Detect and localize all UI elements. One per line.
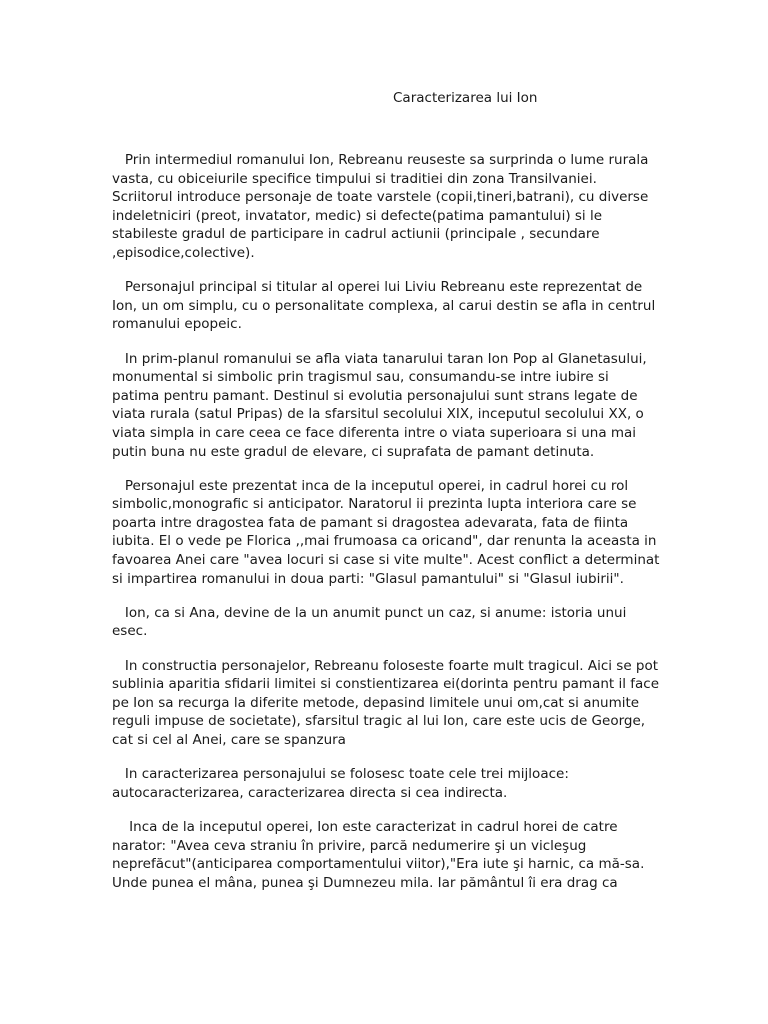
paragraph: Personajul este prezentat inca de la inceputul operei, in cadrul horei cu rol simbolic,monografic si anticipator. Naratorul ii prezinta lupta interiora care se poarta intre dragostea fata de pamant si dragostea adevarata, fata de fiinta iubita. El o vede pe Florica ,,mai frumoasa ca oricand", dar renunta la aceasta in favoarea Anei care "avea locuri si case si vite multe". Acest conflict a determinat si impartirea romanului in doua parti: "Glasul pamantului" si "Glasul iubirii". xyxy=(112,477,664,587)
document-body xyxy=(112,151,664,908)
paragraph: Personajul principal si titular al operei lui Liviu Rebreanu este reprezentat de Ion, un om simplu, cu o personalitate complexa, al carui destin se afla in centrul romanului epopeic. xyxy=(112,279,660,333)
paragraph: Ion, ca si Ana, devine de la un anumit punct un caz, si anume: istoria unui esec. xyxy=(112,604,631,640)
paragraph: Inca de la inceputul operei, Ion este caracterizat in cadrul horei de catre narator: "Avea ceva straniu în privire, parcă nedumerire şi un vicleşug neprefăcut"(anticiparea comportamentului viitor),"Era iute şi harnic, ca mă-sa. Unde punea el mâna, punea şi Dumnezeu mila. Iar pământul îi era drag ca xyxy=(112,818,649,891)
paragraph: In constructia personajelor, Rebreanu foloseste foarte mult tragicul. Aici se pot sublinia aparitia sfidarii limitei si constientizarea ei(dorinta pentru pamant il face pe Ion sa recurga la diferite metode, depasind limitele unui om,cat si anumite reguli impuse de societate), sfarsitul tragic al lui Ion, care este ucis de George, cat si cel al Anei, care se spanzura xyxy=(112,657,664,748)
document-title: Caracterizarea lui Ion xyxy=(393,90,538,106)
paragraph: Prin intermediul romanului Ion, Rebreanu reuseste sa surprinda o lume rurala vasta, cu obiceiurile specifice timpului si traditiei din zona Transilvaniei. Scriitorul introduce personaje de toate varstele (copii,tineri,batrani), cu diverse indeletniciri (preot, invatator, medic) si defecte(patima pamantului) si le stabileste gradul de participare in cadrul actiunii (principale , secundare ,episodice,colective). xyxy=(112,152,653,261)
paragraph: In caracterizarea personajului se folosesc toate cele trei mijloace: autocaracterizarea, caracterizarea directa si cea indirecta. xyxy=(112,766,574,801)
paragraph: In prim-planul romanului se afla viata tanarului taran Ion Pop al Glanetasului, monumental si simbolic prin tragismul sau, consumandu-se intre iubire si patima pentru pamant. Destinul si evolutia personajului sunt strans legate de viata rurala (satul Pripas) de la sfarsitul secolului XIX, inceputul secolului XX, o viata simpla in care ceea ce face diferenta intre o viata superioara si una mai putin buna nu este gradul de elevare, ci suprafata de pamant detinuta. xyxy=(112,350,651,460)
